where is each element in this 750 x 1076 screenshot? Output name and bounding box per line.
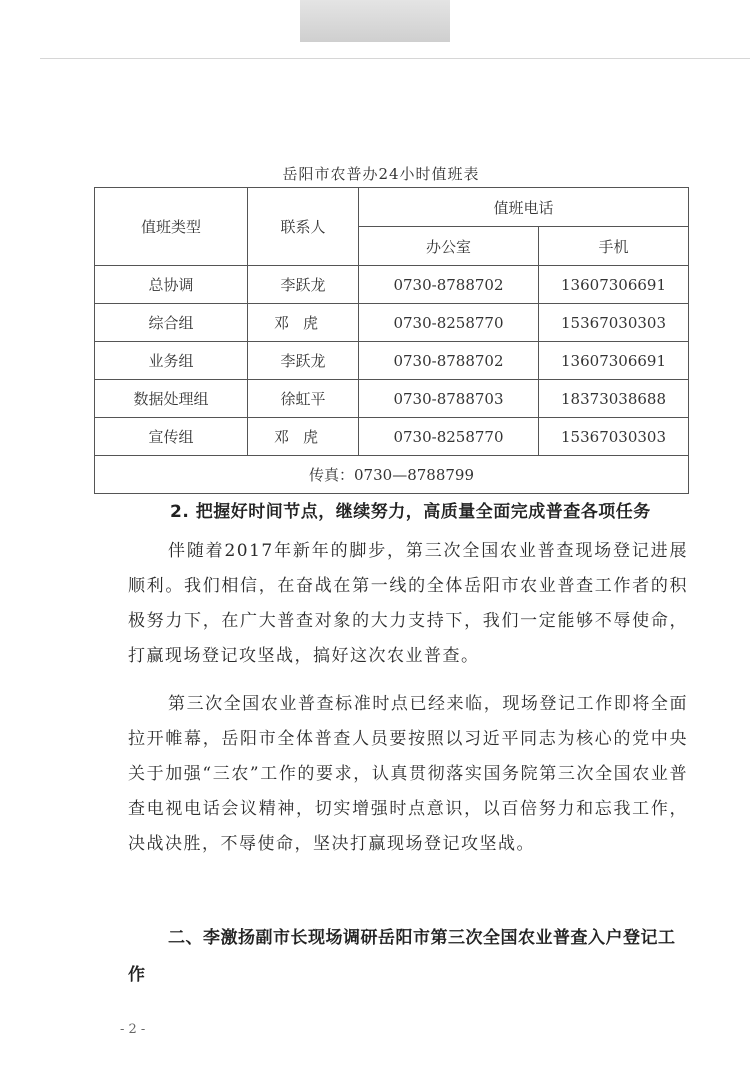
cell-office-phone: 0730-8258770	[359, 418, 539, 456]
cell-mobile-phone: 13607306691	[539, 342, 689, 380]
header-phone: 值班电话	[359, 188, 689, 227]
paragraph-2: 第三次全国农业普查标准时点已经来临，现场登记工作即将全面拉开帷幕，岳阳市全体普查人员要按照以习近平同志为核心的党中央关于加强“三农”工作的要求，认真贯彻落实国务院第三次全国农业普查电视电话会议精神，切实增强时点意识，以百倍努力和忘我工作，决战决胜，不辱使命，坚决打赢现场登记攻坚战。	[128, 694, 688, 854]
cell-contact: 徐虹平	[248, 380, 359, 418]
section-2-heading: 2. 把握好时间节点，继续努力，高质量全面完成普查各项任务	[170, 502, 651, 522]
paragraph-1: 伴随着2017年新年的脚步，第三次全国农业普查现场登记进展顺利。我们相信，在奋战在第一线的全体岳阳市农业普查工作者的积极努力下，在广大普查对象的大力支持下，我们一定能够不辱使命，打赢现场登记攻坚战，搞好这次农业普查。	[128, 541, 688, 666]
table-row	[95, 380, 689, 418]
cell-office-phone: 0730-8788702	[359, 342, 539, 380]
section-two-heading: 二、李激扬副市长现场调研岳阳市第三次全国农业普查入户登记工作	[128, 928, 676, 985]
table-row	[95, 342, 689, 380]
duty-schedule-table	[94, 187, 689, 494]
cell-office-phone: 0730-8788702	[359, 266, 539, 304]
page-number: - 2 -	[120, 1022, 146, 1037]
header-rule	[40, 58, 750, 59]
cell-mobile-phone: 18373038688	[539, 380, 689, 418]
cell-mobile-phone: 13607306691	[539, 266, 689, 304]
header-duty-type: 值班类型	[95, 188, 248, 266]
cell-mobile-phone: 15367030303	[539, 304, 689, 342]
table-fax-row	[95, 456, 689, 494]
header-contact: 联系人	[248, 188, 359, 266]
header-office: 办公室	[359, 227, 539, 266]
cell-mobile-phone: 15367030303	[539, 418, 689, 456]
cell-office-phone: 0730-8788703	[359, 380, 539, 418]
table-row	[95, 266, 689, 304]
scan-artifact	[300, 0, 450, 42]
cell-contact: 李跃龙	[248, 266, 359, 304]
cell-contact: 邓虎	[248, 418, 359, 456]
table-title: 岳阳市农普办24小时值班表	[282, 165, 480, 183]
cell-duty-type: 数据处理组	[95, 380, 248, 418]
cell-contact: 李跃龙	[248, 342, 359, 380]
cell-duty-type: 业务组	[95, 342, 248, 380]
table-row	[95, 418, 689, 456]
cell-duty-type: 宣传组	[95, 418, 248, 456]
table-header-row	[95, 188, 689, 227]
cell-office-phone: 0730-8258770	[359, 304, 539, 342]
cell-contact: 邓虎	[248, 304, 359, 342]
cell-duty-type: 总协调	[95, 266, 248, 304]
cell-duty-type: 综合组	[95, 304, 248, 342]
header-mobile: 手机	[539, 227, 689, 266]
fax-number: 传真：0730—8788799	[95, 456, 689, 494]
table-row	[95, 304, 689, 342]
